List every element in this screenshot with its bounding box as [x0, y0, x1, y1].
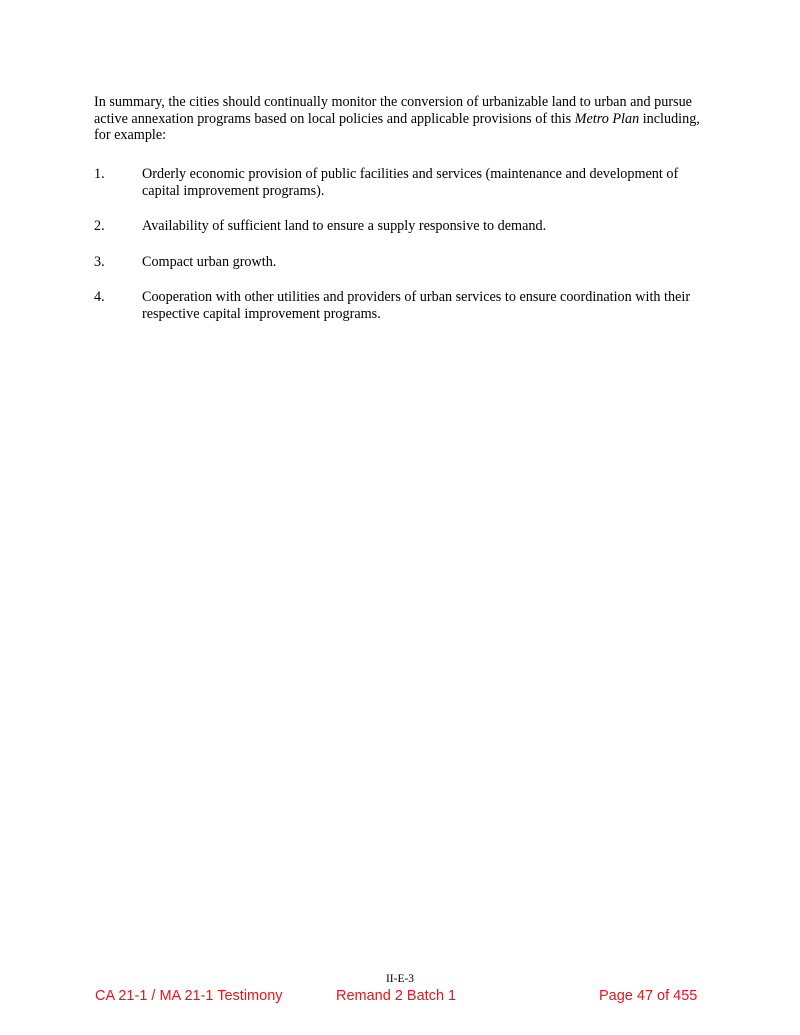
list-item — [94, 166, 714, 199]
list-item — [94, 289, 714, 322]
list-item — [94, 254, 714, 271]
list-item-text: Orderly economic provision of public facilities and services (maintenance and development of capital improvement programs). — [142, 166, 679, 199]
intro-text-end: including, for example: — [94, 110, 700, 143]
list-item-number: 1. — [94, 166, 105, 182]
footer-page-count: Page 47 of 455 — [599, 988, 698, 1004]
page-number: II-E-3 — [385, 973, 415, 985]
list-item — [94, 218, 714, 235]
list-item-number: 3. — [94, 253, 105, 270]
footer-case-label: CA 21-1 / MA 21-1 Testimony — [95, 988, 283, 1004]
list-item-text: Cooperation with other utilities and providers of urban services to ensure coordination with their respective capital improvement programs. — [142, 289, 691, 322]
metro-plan-title: Metro Plan — [574, 110, 640, 127]
list-item-number: 2. — [94, 218, 105, 234]
list-item-text: Compact urban growth. — [142, 253, 277, 270]
numbered-list — [94, 166, 714, 341]
list-item-text: Availability of sufficient land to ensure a supply responsive to demand. — [142, 218, 547, 234]
intro-text-start: In summary, the cities should continually monitor the conversion of urbanizable land to urban and pursue active annexation programs based on local policies and applicable provisions of this — [94, 94, 692, 127]
list-item-number: 4. — [94, 289, 105, 305]
footer-batch-label: Remand 2 Batch 1 — [336, 988, 457, 1004]
intro-paragraph — [94, 94, 714, 144]
